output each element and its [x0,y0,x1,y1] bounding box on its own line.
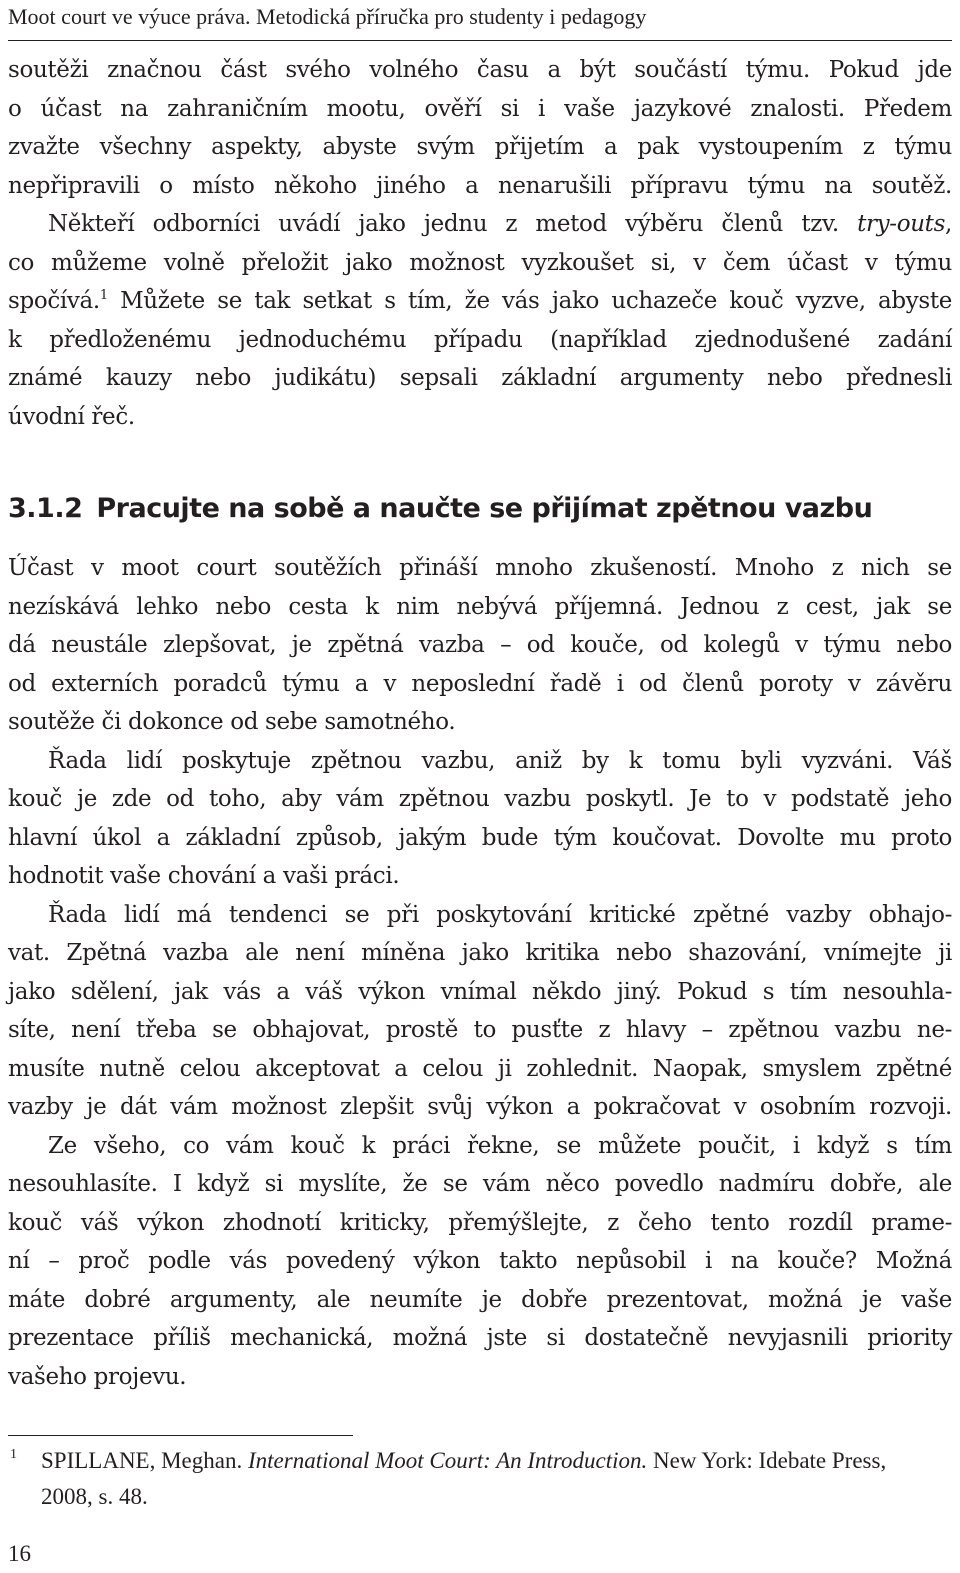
text-line: Řada lidí má tendenci se při poskytování kritické zpětné vazby obhajo- [48,901,952,928]
text-line: vazby je dát vám možnost zlepšit svůj výkon a pokračovat v osobním rozvoji. [8,1094,952,1120]
paragraph [8,896,952,1127]
footnote-body [41,1443,952,1515]
paragraph [8,549,952,742]
footnote [8,1443,952,1515]
paragraph [8,1127,952,1397]
running-head: Moot court ve výuce práva. Metodická příručka pro studenty i pedagogy [8,4,647,29]
text-line: Řada lidí poskytuje zpětnou vazbu, aniž by k tomu byli vyzváni. Váš [48,747,952,774]
text-line [8,282,952,321]
section-body [8,549,952,1396]
text-line: co můžeme volně přeložit jako možnost vyzkoušet si, v čem účast v týmu [8,249,952,276]
text-line: jako sdělení, jak vás a váš výkon vnímal někdo jiný. Pokud s tím nesouhla- [8,978,952,1005]
text-line: nezískává lehko nebo cesta k nim nebývá příjemná. Jednou z cest, jak se [8,593,952,620]
text-segment: , [945,211,952,237]
text-line: nesouhlasíte. I když si myslíte, že se vám něco povedlo nadmíru dobře, ale [8,1171,952,1197]
text-line: nepřipravili o místo někoho jiného a nenarušili přípravu týmu na soutěž. [8,172,952,199]
section-number: 3.1.2 [8,493,83,524]
footnote-line: 2008, s. 48. [41,1484,148,1509]
paragraph-continued [8,51,952,436]
text-line: soutěži značnou část svého volného času a být součástí týmu. Pokud jde [8,57,952,83]
text-line: síte, není třeba se obhajovat, prostě to pusťte z hlavy – zpětnou vazbu ne- [8,1017,952,1043]
footnote-reference[interactable]: 1 [99,288,108,303]
text-line: k předloženému jednoduchému případu (například zjednodušené zadání [8,326,952,353]
text-line: o účast na zahraničním mootu, ověří si i vaše jazykové znalosti. Předem [8,95,952,122]
footnote-line [41,1443,952,1479]
text-segment: Někteří odborníci uvádí jako jednu z metod výběru členů tzv. [48,211,839,237]
text-line: hlavní úkol a základní způsob, jakým bude tým koučovat. Dovolte mu proto [8,824,952,851]
paragraph [8,742,952,896]
footnote-publisher: New York: Idebate Press, [653,1448,887,1473]
document-page [8,0,952,1573]
text-line: známé kauzy nebo judikátu) sepsali základní argumenty nebo přednesli [8,365,952,391]
text-line: od externích poradců týmu a v neposlední řadě i od členů poroty v závěru [8,670,952,697]
text-line: úvodní řeč. [8,403,135,430]
section-heading [8,491,872,527]
text-line: kouč váš výkon zhodnotí kriticky, přemýšlejte, z čeho tento rozdíl prame- [8,1209,952,1236]
text-line: vat. Zpětná vazba ale není míněna jako kritika nebo shazování, vnímejte ji [8,940,952,966]
section-title: Pracujte na sobě a naučte se přijímat zpětnou vazbu [96,493,873,524]
italic-term: try-outs [857,211,946,237]
text-line: hodnotit vaše chování a vaši práci. [8,863,400,889]
text-line: soutěže či dokonce od sebe samotného. [8,709,456,735]
header-rule [8,40,952,41]
text-line: musíte nutně celou akceptovat a celou ji zohlednit. Naopak, smyslem zpětné [8,1055,952,1082]
text-line: kouč je zde od toho, aby vám zpětnou vazbu poskytl. Je to v podstatě jeho [8,786,952,812]
text-line: Účast v moot court soutěžích přináší mnoho zkušeností. Mnoho z nich se [8,555,952,581]
text-line: zvažte všechny aspekty, abyste svým přijetím a pak vystoupením z týmu [8,134,952,160]
footnote-author: SPILLANE, Meghan. [41,1448,243,1473]
footnote-rule [8,1435,353,1436]
text-line: Ze všeho, co vám kouč k práci řekne, se můžete poučit, i když s tím [48,1132,952,1159]
page-number: 16 [8,1541,31,1566]
text-line: dá neustále zlepšovat, je zpětná vazba – od kouče, od kolegů v týmu nebo [8,632,952,658]
text-line: ní – proč podle vás povedený výkon takto nepůsobil i na kouče? Možná [8,1248,952,1274]
text-line: prezentace příliš mechanická, možná jste si dostatečně nevyjasnili priority [8,1325,952,1351]
text-line: vašeho projevu. [8,1363,187,1390]
text-segment: spočívá. [8,288,100,314]
footnote-mark: 1 [10,1447,17,1462]
text-line: máte dobré argumenty, ale neumíte je dobře prezentovat, možná je vaše [8,1286,952,1313]
footnote-title: International Moot Court: An Introduction. [247,1448,648,1473]
text-line [8,205,952,244]
text-segment: Můžete se tak setkat s tím, že vás jako uchazeče kouč vyzve, abyste [107,288,952,314]
